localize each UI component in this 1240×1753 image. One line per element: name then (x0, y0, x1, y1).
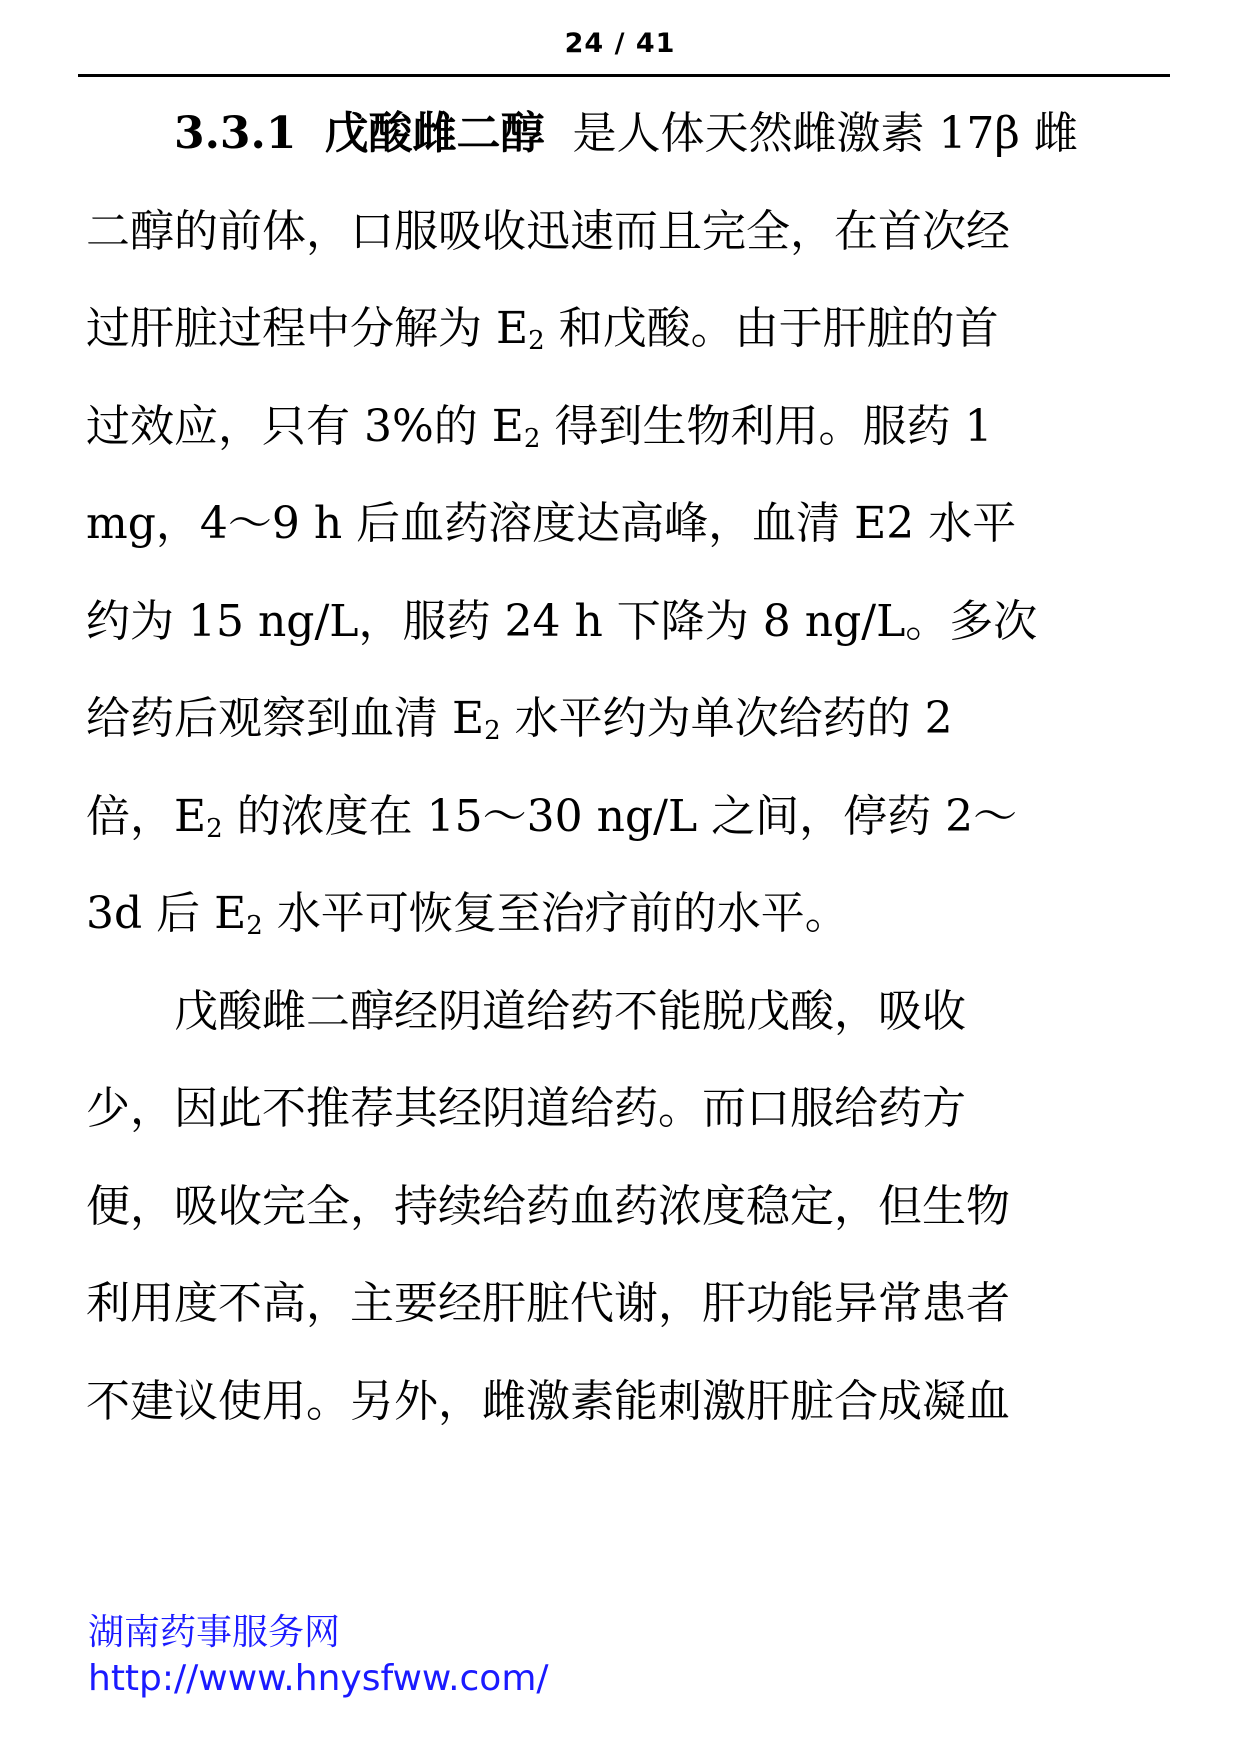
paragraph-1-line-7 (86, 670, 1146, 768)
text-run: 得到生物利用。服药 1 (554, 400, 993, 452)
paragraph-2-line-2 (86, 1060, 1146, 1158)
text-run: 利用度不高，主要经肝脏代谢，肝功能异常患者 (86, 1278, 1010, 1329)
paragraph-1-line-9 (86, 865, 1146, 963)
text-run: 水平约为单次给药的 2 (514, 693, 953, 744)
page-number: 24 / 41 (564, 28, 676, 59)
paragraph-2-line-5 (86, 1353, 1146, 1451)
footer-site-name: 湖南药事服务网 (88, 1612, 341, 1653)
text-run: 给药后观察到血清 E (86, 693, 485, 744)
section-number: 3.3.1 (174, 108, 297, 159)
subscript: 2 (528, 326, 545, 356)
text-run: 3d 后 E (86, 888, 247, 939)
text-run: 二醇的前体，口服吸收迅速而且完全，在首次经 (86, 205, 1010, 257)
text-run: 便，吸收完全，持续给药血药浓度稳定，但生物 (86, 1180, 1010, 1232)
section-term: 戊酸雌二醇 (324, 108, 545, 159)
paragraph-1-line-1 (86, 85, 1146, 183)
text-run: 过肝脏过程中分解为 E (86, 303, 529, 354)
footer-site-url[interactable]: http://www.hnysfww.com/ (88, 1658, 549, 1699)
paragraph-1-line-3 (86, 280, 1146, 378)
paragraph-2-line-1 (86, 963, 1146, 1061)
paragraph-1-line-4 (86, 378, 1146, 476)
subscript: 2 (206, 813, 223, 844)
paragraph-2-line-4 (86, 1255, 1146, 1353)
subscript: 2 (246, 911, 263, 941)
text-run: mg，4～9 h 后血药溶度达高峰，血清 E2 水平 (86, 498, 1017, 549)
text-run: 戊酸雌二醇经阴道给药不能脱戊酸，吸收 (174, 985, 966, 1037)
paragraph-1-line-8 (86, 768, 1146, 866)
text-run: 过效应，只有 3%的 E (86, 400, 524, 452)
text-run: 约为 15 ng/L，服药 24 h 下降为 8 ng/L。多次 (86, 595, 1038, 647)
subscript: 2 (484, 716, 501, 746)
subscript: 2 (523, 423, 541, 454)
footer (88, 1610, 549, 1702)
paragraph-2-line-3 (86, 1158, 1146, 1256)
text-run: 少，因此不推荐其经阴道给药。而口服给药方 (86, 1083, 966, 1134)
text-run: 和戊酸。由于肝脏的首 (558, 303, 999, 354)
text-run: 倍，E (86, 790, 207, 842)
text-run: 的浓度在 15～30 ng/L 之间，停药 2～ (236, 790, 1018, 842)
text-run: 水平可恢复至治疗前的水平。 (276, 888, 849, 939)
paragraph-1-line-5 (86, 475, 1146, 573)
text-run: 不建议使用。另外，雌激素能刺激肝脏合成凝血 (86, 1375, 1010, 1427)
header-rule (78, 74, 1170, 77)
text-run: 是人体天然雌激素 17β 雌 (572, 108, 1078, 159)
document-body (86, 85, 1146, 1450)
paragraph-1-line-6 (86, 573, 1146, 671)
paragraph-1-line-2 (86, 183, 1146, 281)
